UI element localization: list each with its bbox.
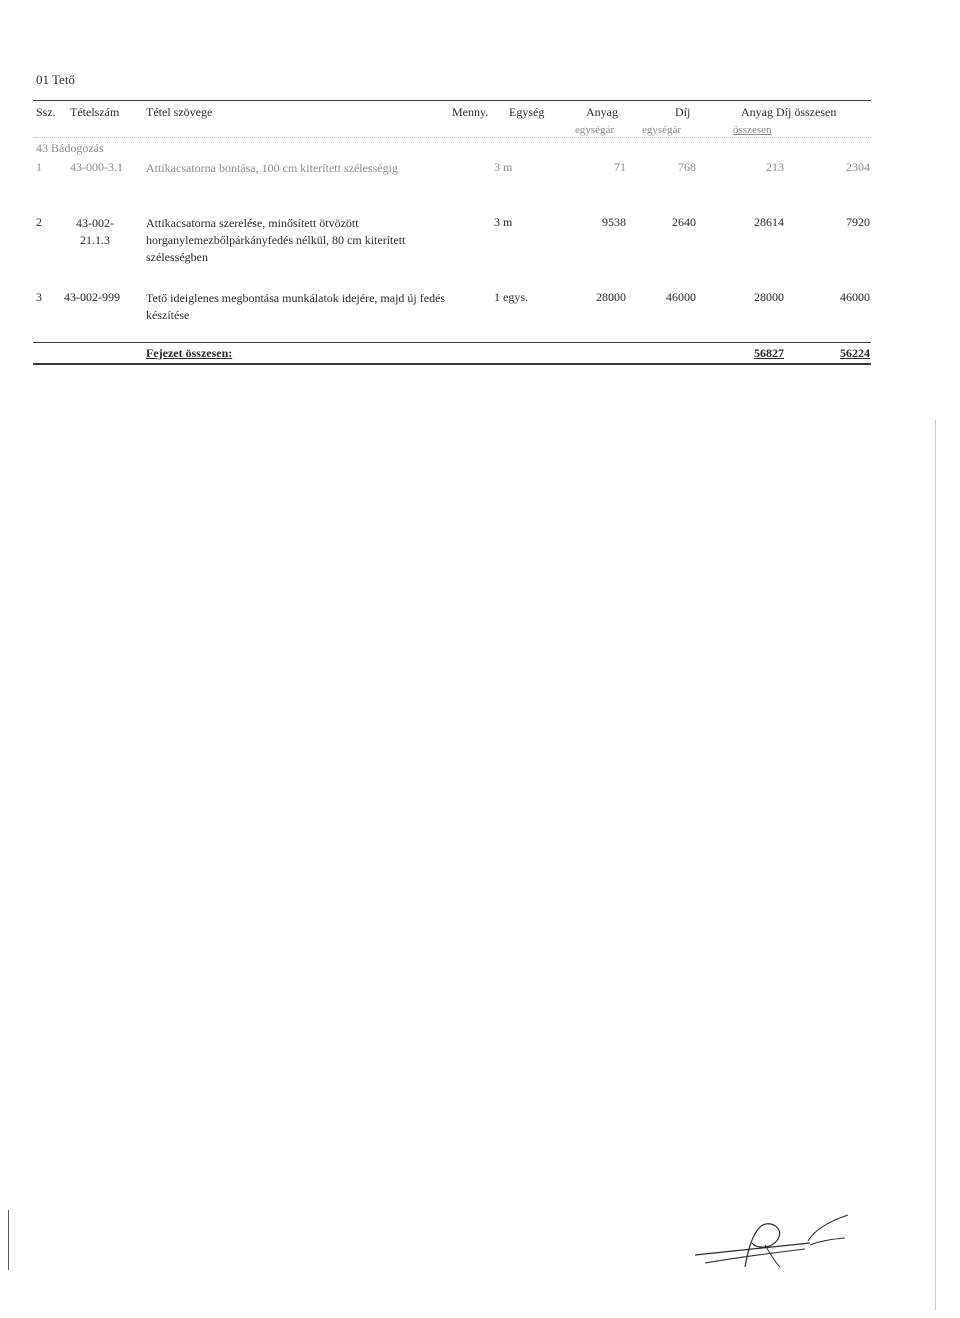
col-anyag-dij-osszesen: Anyag Díj összesen [741,105,837,119]
row-szoveg: Tető ideiglenes megbontása munkálatok idejére, majd új fedés készítése [146,291,446,322]
total-label: Fejezet összesen: [146,346,233,360]
row-dij-egysegar: 2640 [672,215,696,229]
row-ssz: 3 [36,290,42,304]
total-top-rule [33,342,871,343]
row-anyag-osszesen: 213 [766,160,784,174]
row-menny: 3 m [494,160,513,174]
row-anyag-egysegar: 71 [614,160,626,174]
col-tetelszam: Tételszám [70,105,120,119]
col-egyseg: Egység [509,105,545,119]
row-dij-osszesen: 7920 [846,215,870,229]
row-menny: 3 m [494,215,513,229]
row-anyag-osszesen: 28614 [754,215,784,229]
row-dij-egysegar: 768 [678,160,696,174]
row-ssz: 1 [36,160,42,174]
row-ssz: 2 [36,215,42,229]
signature [690,1205,870,1275]
scan-edge-line [8,1210,9,1270]
row-anyag-egysegar: 28000 [596,290,626,304]
scan-edge-line [935,420,936,1310]
row-dij-osszesen: 46000 [840,290,870,304]
total-bottom-rule [33,363,871,365]
row-szoveg: Attikacsatorna bontása, 100 cm kiterített szélességig [146,161,398,175]
col-anyag: Anyag [586,105,618,119]
total-dij: 56224 [840,346,870,360]
row-tetelszam: 43-000-3.1 [70,160,123,174]
col-tetel-szovege: Tétel szövege [146,105,213,119]
section-label: 43 Bádogozás [36,141,104,155]
col-dij: Díj [675,105,691,119]
col-menny: Menny. [452,105,489,119]
col-ssz: Ssz. [36,105,56,119]
row-dij-osszesen: 2304 [846,160,870,174]
row-anyag-osszesen: 28000 [754,290,784,304]
row-tetelszam: 43-002-21.1.3 [76,216,114,247]
col-anyag-sub: egységár [575,124,615,136]
row-menny: 1 egys. [494,290,528,304]
header-dotted-rule [33,137,871,138]
header-top-rule [33,100,871,101]
col-dij-sub: egységár [642,124,682,136]
total-anyag: 56827 [754,346,784,360]
row-szoveg: Attikacsatorna szerelése, minősített ötvözött horganylemezbőlpárkányfedés nélkül, 80 cm kiterített szélességben [146,216,406,264]
row-tetelszam: 43-002-999 [64,290,120,304]
row-anyag-egysegar: 9538 [602,215,626,229]
row-dij-egysegar: 46000 [666,290,696,304]
chapter-heading: 01 Tető [36,72,75,87]
col-osszesen-sub: összesen [733,124,772,136]
